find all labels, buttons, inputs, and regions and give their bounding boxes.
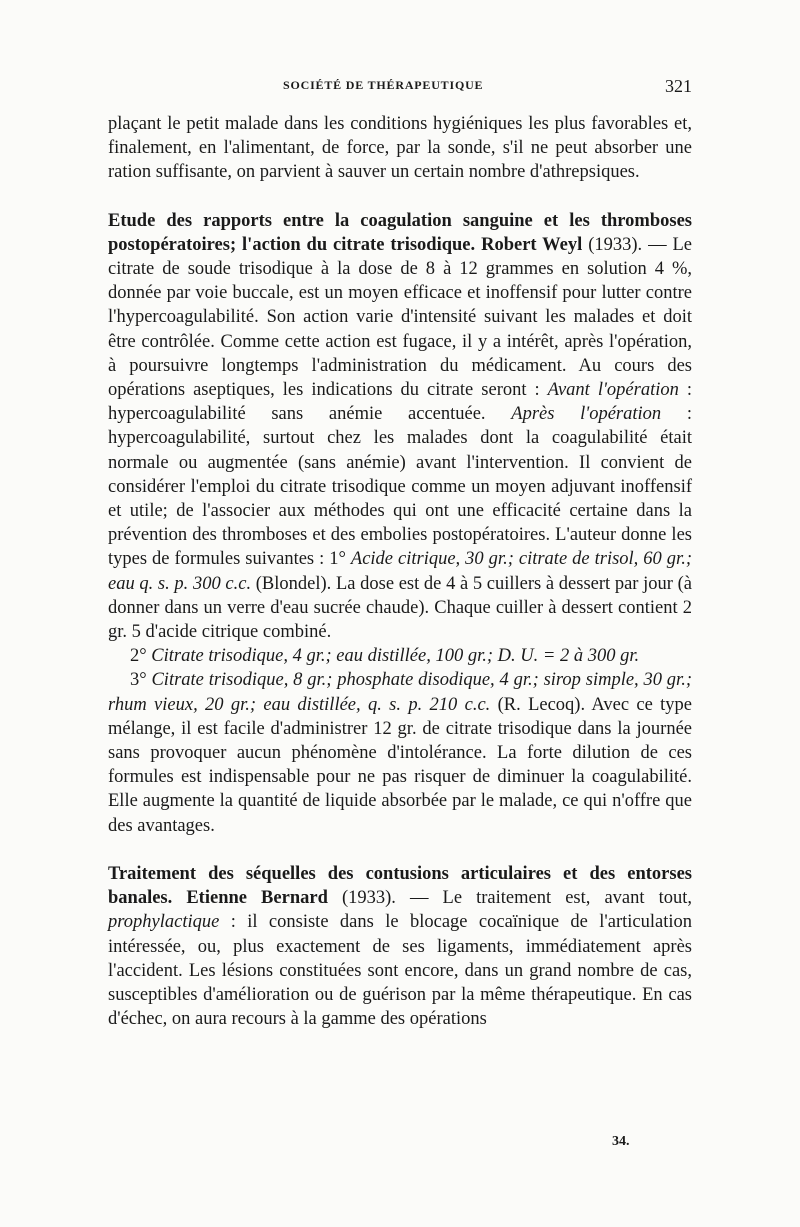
article-body: (Blondel). La dose est de 4 à 5 cuillers à dessert par jour (à donner dans un verre d'eau sucrée chaude). Chaque cuiller à dessert contient 2 gr. 5 d'acide citrique combiné. <box>108 573 692 643</box>
body-text <box>108 112 692 1031</box>
formula-1: Acide citrique, 30 gr.; citrate de trisol, 60 gr.; eau q. s. p. 300 c.c. <box>108 549 692 594</box>
article-citrate <box>108 209 692 645</box>
formula-number: 3° <box>130 670 152 691</box>
formula-3-paragraph <box>108 668 692 837</box>
paragraph-continuation: plaçant le petit malade dans les conditions hygiéniques les plus favorables et, finalement, en l'alimentant, de force, par la sonde, s'il ne peut absorber une ration suffisante, on parvient à sauver un certain nombre d'athrepsiques. <box>108 114 692 183</box>
formula-2: Citrate trisodique, 4 gr.; eau distillée, 100 gr.; D. U. = 2 à 300 gr. <box>151 646 640 667</box>
article-body: : hypercoagulabilité, surtout chez les malades dont la coagulabilité était normale ou augmentée (sans anémie) avant l'intervention. Il convient de considérer l'emploi du citrate trisodique comme un moyen adjuvant inoffensif et utile; de l'associer aux méthodes qui ont une efficacité certaine dans la prévention des thromboses et des embolies postopératoires. L'auteur donne les types de formules suivantes : 1° <box>108 404 693 570</box>
emphasis-prophylactique: prophylactique <box>108 912 220 933</box>
article-body: — Le traitement est, avant tout, <box>395 888 692 909</box>
page-header <box>108 76 692 100</box>
article-body: : hypercoagulabilité sans anémie accentuée. <box>108 380 693 425</box>
article-author: Etienne Bernard <box>186 888 328 909</box>
section-gap <box>108 185 692 209</box>
formula-number: 2° <box>130 646 152 667</box>
page-number: 321 <box>665 76 692 96</box>
formula-2-paragraph <box>108 644 692 668</box>
article-year: (1933). <box>341 888 396 909</box>
section-gap <box>108 838 692 862</box>
emphasis-avant: Avant l'opération <box>547 380 679 401</box>
article-year: (1933). <box>588 234 643 255</box>
article-body: : il consiste dans le blocage cocaïnique de l'articulation intéressée, ou, plus exactement de ses ligaments, immédiatement après l'accident. Les lésions constituées sont encore, dans un grand nombre de cas, susceptibles d'amélioration ou de guérison par la même thérapeutique. En cas d'échec, on aura recours à la gamme des opérations <box>108 912 692 1030</box>
article-entorses <box>108 862 692 1031</box>
article-title: Etude des rapports entre la coagulation sanguine et les thromboses postopératoires; l'action du citrate trisodique. <box>108 210 692 255</box>
article-title: Traitement des séquelles des contusions articulaires et des entorses banales. <box>108 863 692 909</box>
article-body: (R. Lecoq). Avec ce type mélange, il est facile d'administrer 12 gr. de citrate trisodique dans la journée sans provoquer aucun phénomène d'intolérance. La forte dilution de ces formules est indispensable pour ne pas risquer de diminuer la coagulabilité. Elle augmente la quantité de liquide absorbée par le malade, ce qui n'offre que des avantages. <box>108 694 693 836</box>
article-body: — Le citrate de soude trisodique à la dose de 8 à 12 grammes en solution 4 %, donnée par voie buccale, est un moyen efficace et inoffensif pour lutter contre l'hypercoagulabilité. Son action varie d'intensité suivant les malades et doit être contrôlée. Comme cette action est fugace, il y a intérêt, après l'opération, à poursuivre longtemps l'administration du médicament. Au cours des opérations aseptiques, les indications du citrate seront : <box>108 234 693 401</box>
signature-mark: 34. <box>612 1134 630 1149</box>
emphasis-apres: Après l'opération <box>511 404 662 425</box>
running-title: SOCIÉTÉ DE THÉRAPEUTIQUE <box>283 78 484 92</box>
article-author: Robert Weyl <box>481 234 583 255</box>
formula-3: Citrate trisodique, 8 gr.; phosphate disodique, 4 gr.; sirop simple, 30 gr.; rhum vieux, 20 gr.; eau distillée, q. s. p. 210 c.c. <box>108 670 692 715</box>
